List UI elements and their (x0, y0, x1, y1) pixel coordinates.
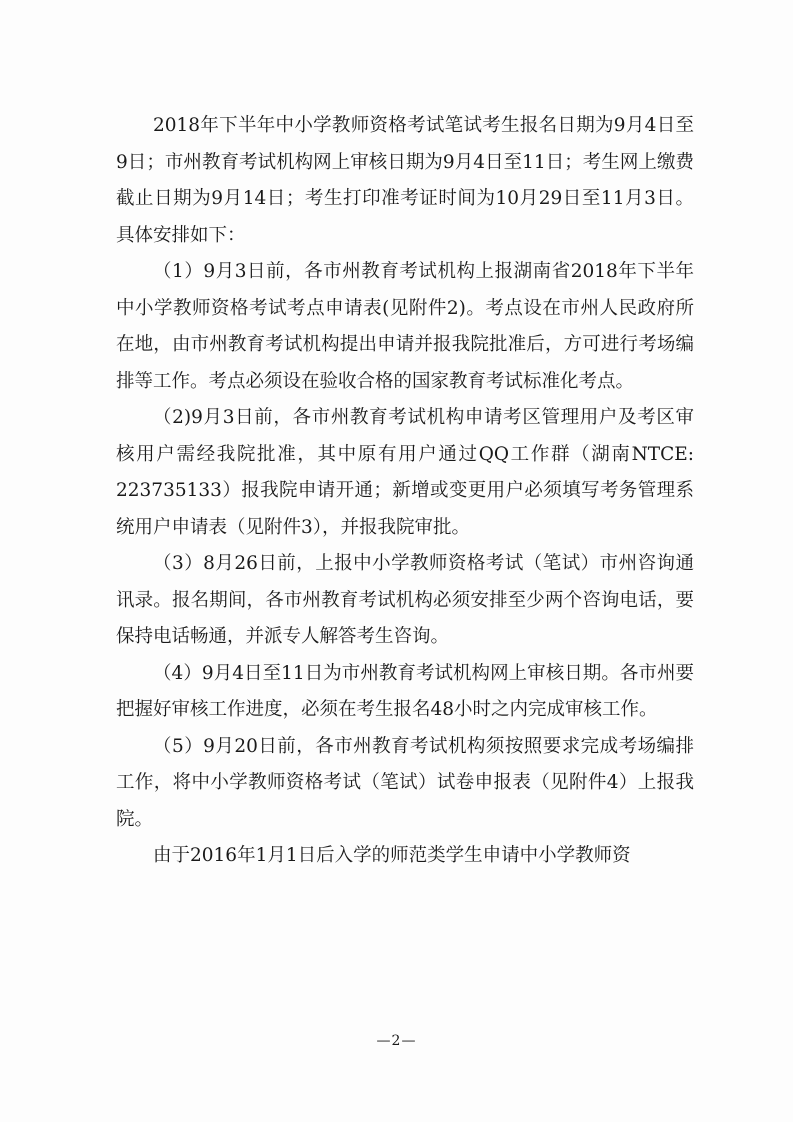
paragraph-item-4: （4）9月4日至11日为市州教育考试机构网上审核日期。各市州要把握好审核工作进度，必须在考生报名48小时之内完成审核工作。 (116, 662, 694, 720)
paragraph-item-3: （3）8月26日前，上报中小学教师资格考试（笔试）市州咨询通讯录。报名期间，各市州教育考试机构必须安排至少两个咨询电话，要保持电话畅通，并派专人解答考生咨询。 (116, 553, 694, 647)
paragraph-schedule-intro: 2018年下半年中小学教师资格考试笔试考生报名日期为9月4日至9日；市州教育考试机构网上审核日期为9月4日至11日；考生网上缴费截止日期为9月14日；考生打印准考证时间为10月29日至11月3日。具体安排如下： (116, 115, 694, 246)
paragraph-item-5: （5）9月20日前，各市州教育考试机构须按照要求完成考场编排工作，将中小学教师资格考试（笔试）试卷申报表（见附件4）上报我院。 (116, 735, 694, 830)
document-body (116, 108, 694, 875)
paragraph-continuation: 由于2016年1月1日后入学的师范类学生申请中小学教师资 (153, 845, 631, 866)
page-number: —2— (376, 1033, 417, 1049)
paragraph-item-1: （1）9月3日前，各市州教育考试机构上报湖南省2018年下半年中小学教师资格考试考点申请表(见附件2)。考点设在市州人民政府所在地，由市州教育考试机构提出申请并报我院批准后，方可进行考场编排等工作。考点必须设在验收合格的国家教育考试标准化考点。 (116, 261, 694, 392)
paragraph-item-2: （2)9月3日前，各市州教育考试机构申请考区管理用户及考区审核用户需经我院批准，其中原有用户通过QQ工作群（湖南NTCE: 223735133）报我院申请开通；新增或变更用户必须填写考务管理系统用户申请表（见附件3），并报我院审批。 (116, 407, 694, 538)
